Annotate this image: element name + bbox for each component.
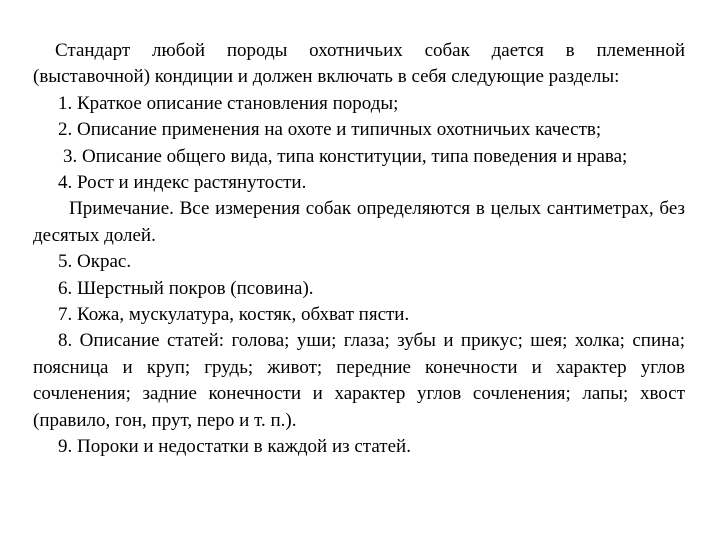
- list-item: 3. Описание общего вида, типа конституции, типа поведения и нрава;: [63, 145, 628, 167]
- list-item: 1. Краткое описание становления породы;: [58, 92, 399, 114]
- list-item: 9. Пороки и недостатки в каждой из статей.: [58, 436, 411, 458]
- list-item: 8. Описание статей: голова; уши; глаза; зубы и прикус; шея; холка; спина; поясница и круп; грудь; живот; передние конечности и характер углов сочленения; задние конечности и характер углов сочленения; лапы; хвост (правило, гон, прут, перо и т. п.).: [33, 330, 685, 431]
- document-body: [33, 38, 685, 461]
- list-item: 7. Кожа, мускулатура, костяк, обхват пясти.: [58, 304, 410, 326]
- list-item: 4. Рост и индекс растянутости.: [58, 172, 307, 194]
- note-paragraph: Примечание. Все измерения собак определяются в целых сантиметрах, без десятых долей.: [33, 198, 685, 246]
- list-item: 5. Окрас.: [58, 251, 132, 273]
- list-item: 6. Шерстный покров (псовина).: [58, 277, 314, 299]
- intro-paragraph: Стандарт любой породы охотничьих собак дается в племенной (выставочной) кондиции и должен включать в себя следующие разделы:: [33, 40, 685, 88]
- list-item: 2. Описание применения на охоте и типичных охотничьих качеств;: [58, 119, 602, 141]
